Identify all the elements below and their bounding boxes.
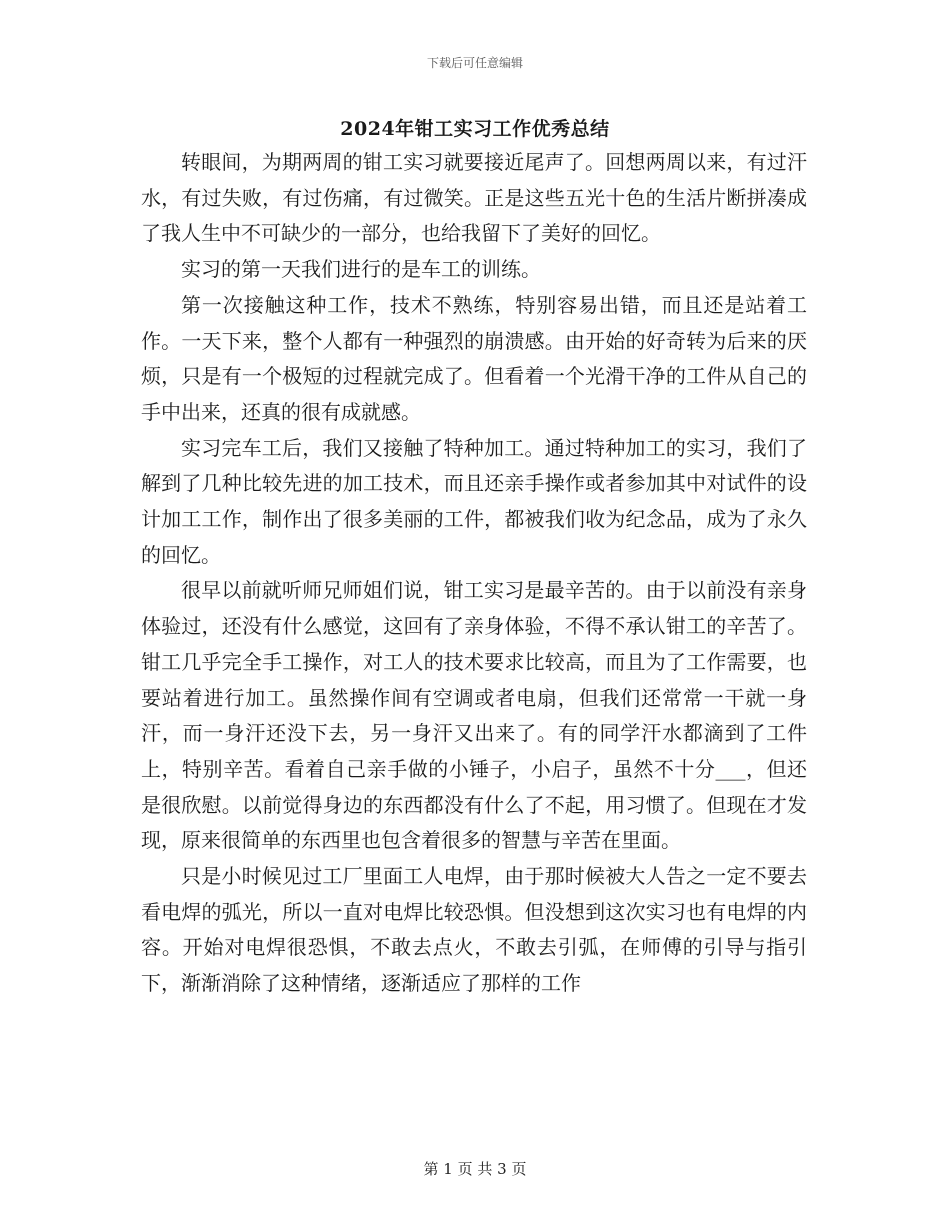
paragraph: 只是小时候见过工厂里面工人电焊，由于那时候被大人告之一定不要去看电焊的弧光，所以一直对电焊比较恐惧。但没想到这次实习也有电焊的内容。开始对电焊很恐惧，不敢去点火，不敢去引弧，在师傅的引导与指引下，渐渐消除了这种情绪，逐渐适应了那样的工作 [141, 864, 807, 996]
page-number: 第 1 页 共 3 页 [423, 1160, 527, 1178]
header-note: 下载后可任意编辑 [426, 56, 523, 70]
paragraph: 第一次接触这种工作，技术不熟练，特别容易出错，而且还是站着工作。一天下来，整个人都有一种强烈的崩溃感。由开始的好奇转为后来的厌烦，只是有一个极短的过程就完成了。但看着一个光滑干净的工件从自己的手中出来，还真的很有成就感。 [141, 292, 807, 424]
document-body [141, 145, 807, 1002]
paragraph: 实习完车工后，我们又接触了特种加工。通过特种加工的实习，我们了解到了几种比较先进的加工技术，而且还亲手操作或者参加其中对试件的设计加工工作，制作出了很多美丽的工件，都被我们收为纪念品，成为了永久的回忆。 [141, 435, 807, 567]
paragraph: 转眼间，为期两周的钳工实习就要接近尾声了。回想两周以来，有过汗水，有过失败，有过伤痛，有过微笑。正是这些五光十色的生活片断拼凑成了我人生中不可缺少的一部分，也给我留下了美好的回忆。 [141, 150, 807, 246]
paragraph: 实习的第一天我们进行的是车工的训练。 [181, 257, 541, 282]
document-title: 2024年钳工实习工作优秀总结 [340, 118, 610, 140]
paragraph: 很早以前就听师兄师姐们说，钳工实习是最辛苦的。由于以前没有亲身体验过，还没有什么感觉，这回有了亲身体验，不得不承认钳工的辛苦了。钳工几乎完全手工操作，对工人的技术要求比较高，而且为了工作需要，也要站着进行加工。虽然操作间有空调或者电扇，但我们还常常一干就一身汗，而一身汗还没下去，另一身汗又出来了。有的同学汗水都滴到了工件上，特别辛苦。看着自己亲手做的小锤子，小启子，虽然不十分___，但还是很欣慰。以前觉得身边的东西都没有什么了不起，用习惯了。但现在才发现，原来很简单的东西里也包含着很多的智慧与辛苦在里面。 [141, 578, 807, 853]
